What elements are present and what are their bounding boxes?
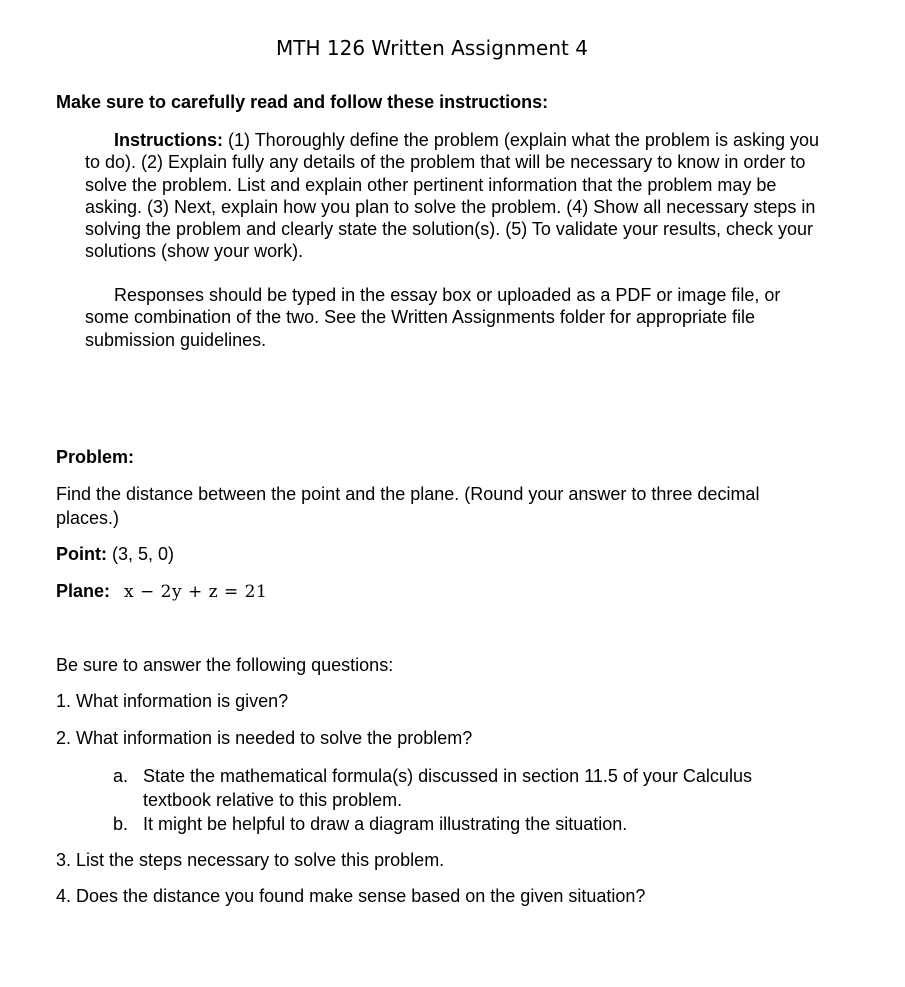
instructions-text: (1) Thoroughly define the problem (explain what the problem is asking you to do). (2) Explain fully any details of the problem that will be necessary to know in order to solve the problem. List and explain other pertinent information that the problem may be asking. (3) Next, explain how you plan to solve the problem. (4) Show all necessary steps in solving the problem and clearly state the solution(s). (5) To validate your results, check your solutions (show your work). [85, 130, 820, 262]
questions-intro: Be sure to answer the following questions: [56, 655, 394, 675]
plane-line [56, 579, 776, 604]
question-3: 3. List the steps necessary to solve this problem. [56, 850, 445, 870]
plane-equation: x − 2y + z = 21 [124, 582, 268, 602]
question-4: 4. Does the distance you found make sense based on the given situation? [56, 886, 646, 906]
problem-statement: Find the distance between the point and the plane. (Round your answer to three decimal places.) [56, 484, 760, 528]
instructions-label: Instructions: [114, 130, 224, 150]
subquestion-b-marker: b. [113, 814, 129, 834]
subquestion-a [113, 764, 813, 812]
instructions-paragraph [85, 129, 820, 263]
point-value: (3, 5, 0) [107, 544, 175, 564]
plane-label: Plane: [56, 581, 111, 601]
page-title: MTH 126 Written Assignment 4 [276, 36, 588, 60]
question-2: 2. What information is needed to solve the problem? [56, 728, 473, 748]
responses-paragraph: Responses should be typed in the essay box or uploaded as a PDF or image file, or some combination of the two. See the Written Assignments folder for appropriate file submission guidelines. [85, 285, 781, 350]
point-label: Point: [56, 544, 107, 564]
instructions-heading: Make sure to carefully read and follow these instructions: [56, 92, 549, 112]
subquestion-b-text: It might be helpful to draw a diagram illustrating the situation. [143, 814, 628, 834]
problem-heading: Problem: [56, 447, 135, 467]
subquestion-a-text: State the mathematical formula(s) discussed in section 11.5 of your Calculus textbook relative to this problem. [143, 766, 752, 810]
question-1: 1. What information is given? [56, 691, 289, 711]
subquestion-b [113, 812, 813, 836]
subquestion-a-marker: a. [113, 766, 129, 786]
point-line [56, 542, 776, 566]
